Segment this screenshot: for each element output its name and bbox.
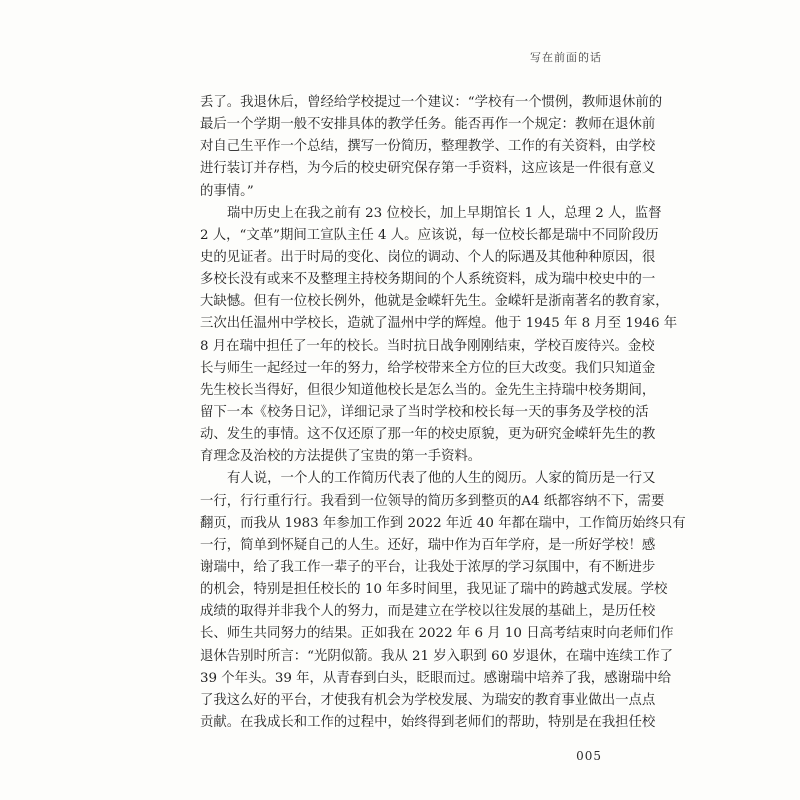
text-line: 成绩的取得并非我个人的努力，而是建立在学校以往发展的基础上，是历任校 — [200, 604, 656, 620]
text-line: 多校长没有或来不及整理主持校务期间的个人系统资料，成为瑞中校史中的一 — [200, 272, 656, 288]
body-text — [200, 92, 686, 734]
text-line: 长与师生一起经过一年的努力，给学校带来全方位的巨大改变。我们只知道金 — [200, 360, 656, 376]
text-line: 翻页，而我从 1983 年参加工作到 2022 年近 40 年都在瑞中，工作简历始终只有 — [200, 515, 686, 531]
paragraph — [200, 92, 663, 203]
text-line: 进行装订并存档，为今后的校史研究保存第一手资料，这应该是一件很有意义 — [200, 161, 656, 177]
text-line: 史的见证者。出于时局的变化、岗位的调动、个人的际遇及其他种种原因，很 — [200, 249, 656, 265]
text-line: 退休告别时所言：“光阴似箭。我从 21 岁入职到 60 岁退休，在瑞中连续工作了 — [200, 648, 674, 664]
text-line: 一行，行行重行行。我看到一位领导的简历多到整页的A4 纸都容纳不下，需要 — [200, 493, 665, 509]
text-line: 39 个年头。39 年，从青春到白头，眨眼而过。感谢瑞中培养了我，感谢瑞中给 — [200, 670, 672, 686]
text-line: 三次出任温州中学校长，造就了温州中学的辉煌。他于 1945 年 8 月至 1946 年 — [200, 316, 678, 332]
page-number: 005 — [576, 749, 602, 763]
text-line: 一行，简单到怀疑自己的人生。还好，瑞中作为百年学府，是一所好学校！感 — [200, 537, 656, 553]
text-line: 留下一本《校务日记》，详细记录了当时学校和校长每一天的事务及学校的活 — [200, 404, 649, 420]
text-line: 贡献。在我成长和工作的过程中，始终得到老师们的帮助，特别是在我担任校 — [200, 714, 656, 730]
text-line: 丢了。我退休后，曾经给学校提过一个建议：“学校有一个惯例，教师退休前的 — [200, 95, 663, 110]
running-header: 写在前面的话 — [530, 51, 602, 64]
paragraph — [200, 468, 686, 734]
text-line: 最后一个学期一般不安排具体的教学任务。能否再作一个规定：教师在退休前 — [200, 117, 656, 133]
text-line: 动、发生的事情。这不仅还原了那一年的校史原貌，更为研究金嵘轩先生的教 — [200, 427, 656, 443]
text-line: 有人说，一个人的工作简历代表了他的人生的阅历。人家的简历是一行又 — [227, 471, 656, 487]
text-line: 2 人，“文革”期间工宣队主任 4 人。应该说，每一位校长都是瑞中不同阶段历 — [200, 227, 659, 243]
text-line: 育理念及治校的方法提供了宝贵的第一手资料。 — [200, 449, 482, 465]
text-line: 的事情。” — [200, 183, 254, 199]
text-line: 瑞中历史上在我之前有 23 位校长，加上早期馆长 1 人，总理 2 人，监督 — [227, 205, 662, 221]
text-line: 了我这么好的平台，才使我有机会为学校发展、为瑞安的教育事业做出一点点 — [200, 692, 656, 708]
text-line: 先生校长当得好，但很少知道他校长是怎么当的。金先生主持瑞中校务期间， — [200, 382, 656, 398]
text-line: 长、师生共同努力的结果。正如我在 2022 年 6 月 10 日高考结束时向老师们作 — [200, 626, 674, 642]
text-line: 的机会，特别是担任校长的 10 年多时间里，我见证了瑞中的跨越式发展。学校 — [200, 582, 668, 598]
text-line: 谢瑞中，给了我工作一辈子的平台，让我处于浓厚的学习氛围中，有不断进步 — [200, 559, 656, 575]
text-line: 对自己生平作一个总结，撰写一份简历，整理教学、工作的有关资料，由学校 — [200, 139, 656, 155]
text-line: 大缺憾。但有一位校长例外，他就是金嵘轩先生。金嵘轩是浙南著名的教育家， — [200, 294, 669, 310]
paragraph — [200, 203, 678, 469]
text-line: 8 月在瑞中担任了一年的校长。当时抗日战争刚刚结束，学校百废待兴。金校 — [200, 338, 655, 354]
